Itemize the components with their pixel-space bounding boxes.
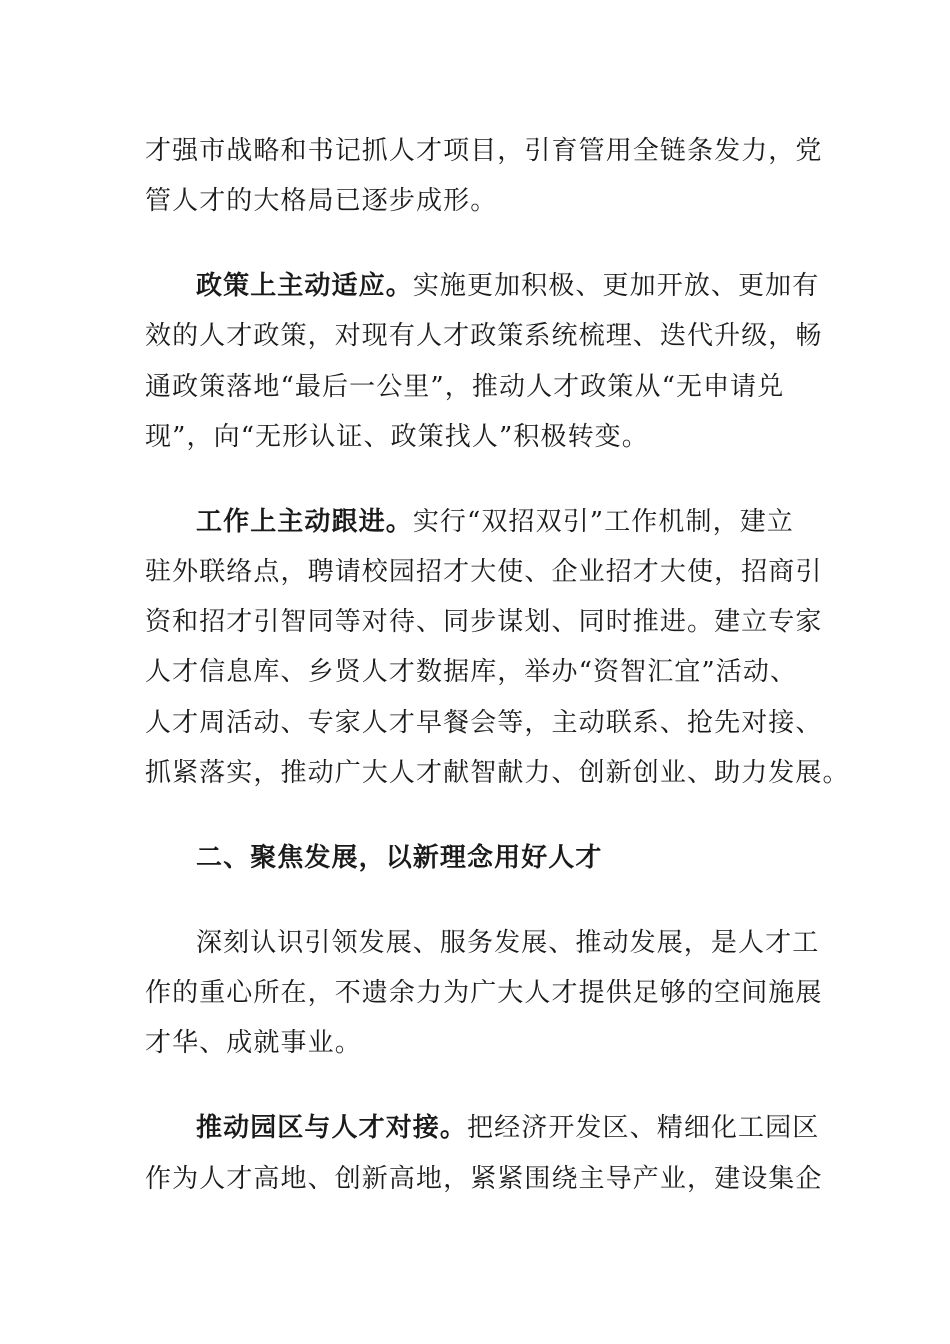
paragraph-first-line [196,506,794,538]
paragraph-line: 人才周活动、专家人才早餐会等，主动联系、抢先对接、 [145,708,823,738]
paragraph-text: 把经济开发区、精细化工园区 [467,1113,820,1143]
paragraph-line: 现”，向“无形认证、政策找人”积极转变。 [145,422,649,452]
paragraph-first-line [196,1112,819,1144]
paragraph-first-line: 深刻认识引领发展、服务发展、推动发展，是人才工 [196,928,820,958]
section-heading: 二、聚焦发展，以新理念用好人才 [196,843,603,873]
paragraph-line: 抓紧落实，推动广大人才献智献力、创新创业、助力发展。 [145,758,850,788]
paragraph-lead-heading: 工作上主动跟进。 [196,507,413,537]
paragraph-lead-heading: 推动园区与人才对接。 [196,1113,468,1143]
paragraph-line: 资和招才引智同等对待、同步谋划、同时推进。建立专家 [145,607,823,637]
paragraph-line: 作为人才高地、创新高地，紧紧围绕主导产业，建设集企 [145,1164,823,1194]
paragraph-line: 人才信息库、乡贤人才数据库，举办“资智汇宜”活动、 [145,657,798,687]
paragraph-line: 效的人才政策，对现有人才政策系统梳理、迭代升级，畅 [145,321,823,351]
paragraph-line: 通政策落地“最后一公里”，推动人才政策从“无申请兑 [145,372,785,402]
paragraph-line: 作的重心所在，不遗余力为广大人才提供足够的空间施展 [145,978,823,1008]
paragraph-text: 实行“双招双引”工作机制，建立 [412,507,794,537]
paragraph-line: 驻外联络点，聘请校园招才大使、企业招才大使，招商引 [145,557,823,587]
paragraph-lead-heading: 政策上主动适应。 [196,271,413,301]
paragraph-text: 实施更加积极、更加开放、更加有 [412,271,820,301]
paragraph-line: 管人才的大格局已逐步成形。 [145,186,498,216]
paragraph-line: 才强市战略和书记抓人才项目，引育管用全链条发力，党 [145,136,823,166]
paragraph-first-line [196,270,819,302]
paragraph-line: 才华、成就事业。 [145,1028,362,1058]
